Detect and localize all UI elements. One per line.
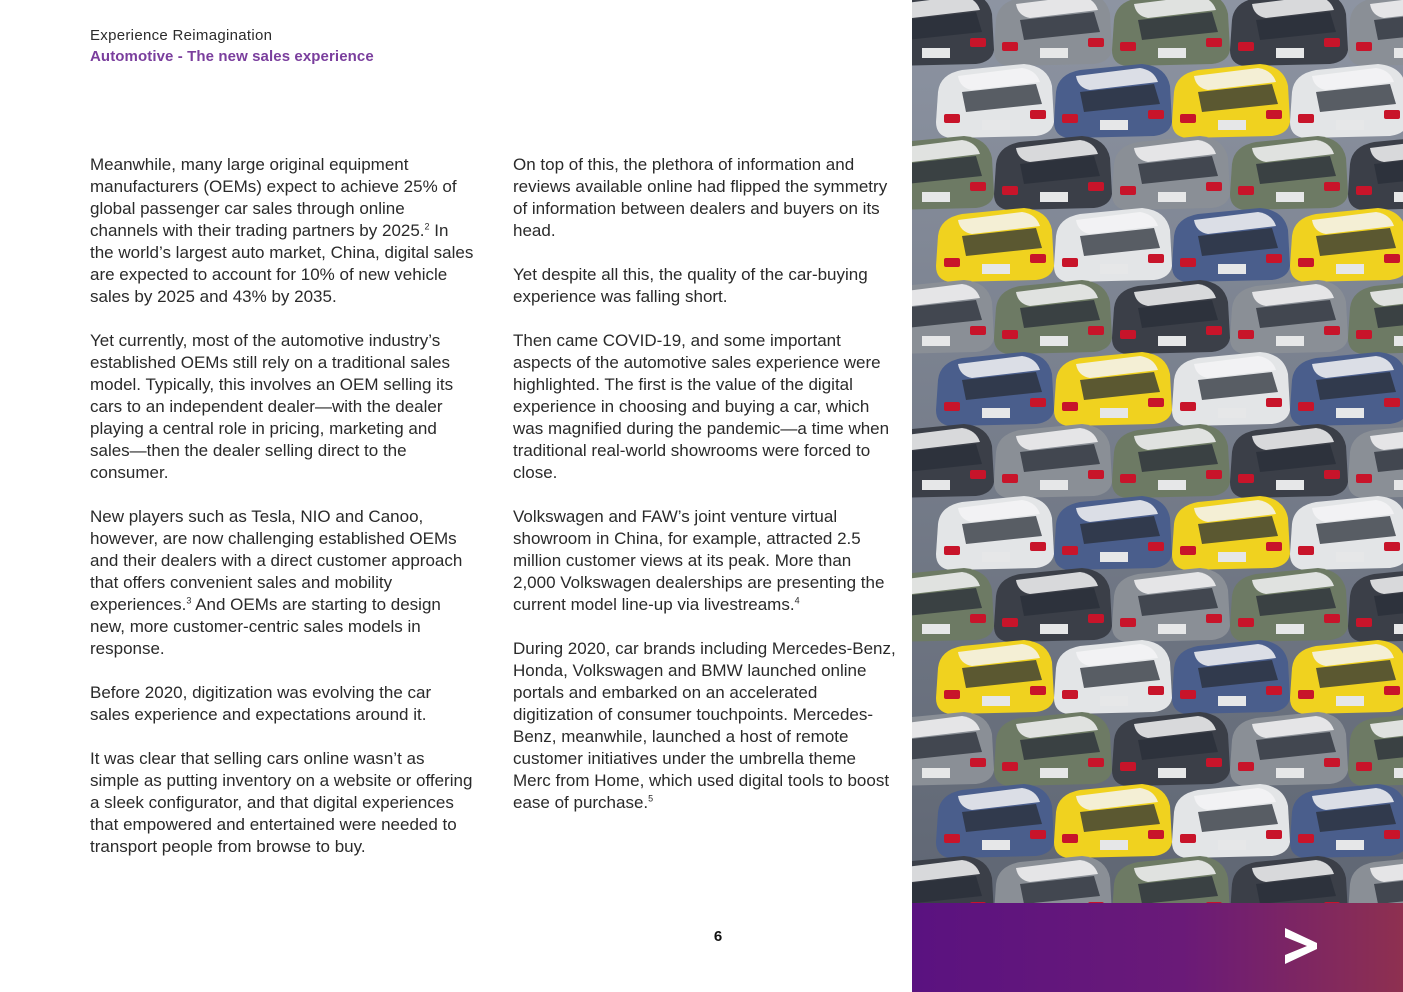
car-shape (1172, 640, 1290, 714)
car-shape (936, 352, 1054, 426)
car-shape (1290, 64, 1403, 138)
car-shape (1112, 712, 1230, 786)
paragraph: New players such as Tesla, NIO and Canoo, however, are now challenging established OEMs and their dealers with a direct customer approach that offers convenient sales and mobility experiences.$^3$ And OEMs are starting to design new, more customer-centric sales models in response. (90, 507, 463, 658)
footnote-ref[interactable]: 2 (424, 221, 430, 232)
car-shape (1172, 784, 1290, 858)
paragraph: Meanwhile, many large original equipment manufacturers (OEMs) expect to achieve 25% of global passenger car sales through online channels with their trading partners by 2025.$^2$ In the world’s largest auto market, China, digital sales are expected to account for 10% of new vehicle sales by 2025 and 43% by 2035. (90, 155, 474, 306)
car-shape (936, 64, 1054, 138)
paragraph: On top of this, the plethora of information and reviews available online had flipped the symmetry of information between dealers and buyers on its head. (513, 155, 888, 240)
car-shape (994, 0, 1112, 66)
paragraph: It was clear that selling cars online wasn’t as simple as putting inventory on a website or offering a sleek configurator, and that digital experiences that empowered and entertained were needed to transport people from browse to buy. (90, 749, 473, 856)
car-shape (936, 496, 1054, 570)
car-shape (1172, 352, 1290, 426)
section-label: Experience Reimagination (90, 27, 273, 44)
right-column (513, 154, 898, 836)
car-shape (1172, 496, 1290, 570)
car-shape (1348, 0, 1403, 66)
paragraph: Yet currently, most of the automotive industry’s established OEMs still rely on a traditional sales model. Typically, this involves an OEM selling its cars to an independent dealer—with the dealer playing a central role in pricing, marketing and sales—then the dealer selling direct to the consumer. (90, 331, 454, 482)
car-shape (1112, 280, 1230, 354)
car-shape (1230, 280, 1348, 354)
car-shape (1230, 136, 1348, 210)
car-shape (912, 712, 994, 786)
car-shape (912, 280, 994, 354)
car-shape (1112, 568, 1230, 642)
car-shape (1230, 424, 1348, 498)
paragraph: Then came COVID-19, and some important aspects of the automotive sales experience were highlighted. The first is the value of the digital experience in choosing and buying a car, which was magnified during the pandemic—a time when traditional real-world showrooms were forced to close. (513, 331, 890, 482)
footnote-ref[interactable]: 3 (186, 595, 192, 606)
car-shape (912, 136, 994, 210)
car-shape (1054, 496, 1172, 570)
car-shape (1290, 496, 1403, 570)
page-title: Automotive - The new sales experience (90, 48, 374, 65)
paragraph: During 2020, car brands including Mercedes-Benz, Honda, Volkswagen and BMW launched online portals and embarked on an accelerated digitization of consumer touchpoints. Mercedes-Benz, meanwhile, launched a host of remote customer initiatives under the umbrella theme Merc from Home, which used digital tools to boost ease of purchase.$^5$ (513, 639, 896, 812)
car-shape (1230, 0, 1348, 66)
car-shape (1172, 208, 1290, 282)
car-shape (912, 568, 994, 642)
car-shape (912, 856, 994, 903)
footnote-ref[interactable]: 4 (794, 595, 800, 606)
car-shape (1054, 64, 1172, 138)
car-shape (1290, 640, 1403, 714)
car-shape (1172, 64, 1290, 138)
car-shape (1290, 784, 1403, 858)
paragraph: Before 2020, digitization was evolving the car sales experience and expectations around it. (90, 683, 432, 724)
car-shape (1290, 352, 1403, 426)
page-header (90, 26, 374, 68)
parked-cars-photo (912, 0, 1403, 903)
car-shape (994, 568, 1112, 642)
car-shape (994, 136, 1112, 210)
paragraph: Yet despite all this, the quality of the car-buying experience was falling short. (513, 265, 868, 306)
car-shape (1230, 712, 1348, 786)
car-shape (1054, 784, 1172, 858)
car-shape (994, 712, 1112, 786)
brand-footer-band (912, 903, 1403, 992)
car-shape (994, 280, 1112, 354)
parked-cars-illustration (912, 0, 1403, 903)
car-shape (1112, 136, 1230, 210)
car-shape (936, 640, 1054, 714)
greater-than-chevron-icon (1283, 926, 1319, 966)
car-shape (1112, 0, 1230, 66)
car-shape (1054, 352, 1172, 426)
car-shape (1112, 424, 1230, 498)
paragraph: Volkswagen and FAW’s joint venture virtual showroom in China, for example, attracted 2.5 million customer views at its peak. More than 2,000 Volkswagen dealerships are presenting the current model line-up via livestreams.$^4$ (513, 507, 885, 614)
car-shape (1290, 208, 1403, 282)
car-shape (912, 0, 994, 66)
footnote-ref[interactable]: 5 (648, 793, 654, 804)
car-shape (994, 424, 1112, 498)
car-shape (1054, 208, 1172, 282)
left-column (90, 154, 475, 880)
car-shape (1230, 568, 1348, 642)
car-shape (936, 784, 1054, 858)
car-shape (912, 424, 994, 498)
page-number: 6 (713, 928, 723, 945)
car-shape (936, 208, 1054, 282)
car-shape (1054, 640, 1172, 714)
